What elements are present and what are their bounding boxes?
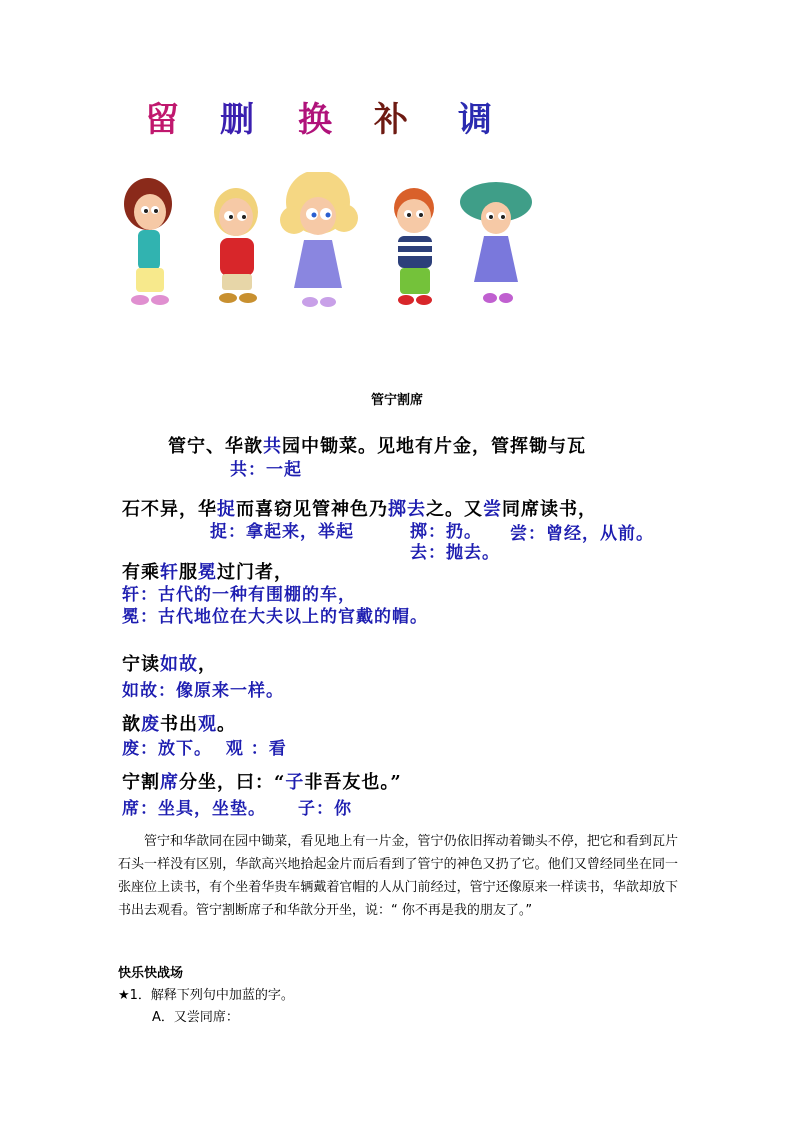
- text-segment: 有乘: [122, 562, 160, 583]
- highlight-word: 子: [285, 772, 305, 793]
- cartoon-children-illustration: [118, 172, 548, 312]
- kid-girl-blonde-curls: [280, 172, 358, 307]
- note-mian: 冕：古代地位在大夫以上的官戴的帽。: [122, 607, 428, 627]
- note-zhi: 掷：扔。: [410, 522, 482, 542]
- text-segment: 而喜窃见管神色乃: [236, 499, 388, 520]
- header-char-liu: 留: [145, 100, 179, 140]
- note-xi: 席：坐具，坐垫。: [122, 799, 266, 819]
- highlight-word: 掷去: [388, 499, 426, 520]
- text-segment: 同席读书，: [502, 499, 597, 520]
- highlight-word: 席: [160, 772, 179, 793]
- highlight-word: 轩: [160, 562, 179, 583]
- highlight-word: 观: [198, 714, 217, 735]
- kid-boy-red-shirt: [214, 188, 258, 303]
- kid-girl-green-hair: [460, 182, 532, 303]
- text-line-4: [122, 650, 217, 676]
- highlight-word: 尝: [483, 499, 502, 520]
- header-char-tiao: 调: [458, 100, 492, 140]
- text-segment: 管宁、华歆: [168, 436, 263, 457]
- text-segment: 园中锄菜。见地有片金，管挥锄与瓦: [282, 436, 586, 457]
- note-fei-guan: 废：放下。 观 ：看: [122, 739, 287, 759]
- text-segment: 石不异，华: [122, 499, 217, 520]
- note-chang: 尝：曾经，从前。: [510, 524, 654, 544]
- text-segment: 宁读: [122, 654, 160, 675]
- kid-boy-striped-shirt: [394, 188, 434, 305]
- text-segment: 分坐，曰：“: [179, 772, 286, 793]
- text-segment: 书出: [160, 714, 198, 735]
- text-segment: 服: [179, 562, 198, 583]
- note-xuan: 轩：古代的一种有围棚的车，: [122, 585, 356, 605]
- exercise-question-1: ★1．解释下列句中加蓝的字。: [118, 988, 294, 1003]
- header-char-huan: 换: [298, 100, 332, 140]
- text-line-6: [122, 768, 402, 794]
- note-gong: 共：一起: [230, 460, 302, 480]
- note-qu: 去：抛去。: [410, 543, 500, 563]
- text-segment: 非吾友也。”: [304, 772, 402, 793]
- text-segment: ，: [198, 654, 217, 675]
- text-segment: 之。又: [426, 499, 483, 520]
- text-segment: 歆: [122, 714, 141, 735]
- header-char-shan: 删: [220, 100, 254, 140]
- exercise-heading: 快乐快战场: [118, 966, 184, 981]
- header-char-bu: 补: [374, 100, 408, 140]
- note-zhuo: 捉：拿起来，举起: [210, 522, 354, 542]
- text-line-2: [122, 495, 597, 521]
- note-zi: 子：你: [298, 799, 352, 819]
- kid-girl-brown-hair: [124, 178, 172, 305]
- page-title: 管宁割席: [370, 393, 423, 408]
- highlight-word: 冕: [198, 562, 217, 583]
- highlight-word: 废: [141, 714, 160, 735]
- exercise-item-a: A．又尝同席：: [152, 1010, 239, 1025]
- highlight-word: 如故: [160, 654, 198, 675]
- highlight-word: 共: [263, 436, 282, 457]
- text-line-5: [122, 710, 236, 736]
- translation-paragraph: 管宁和华歆同在园中锄菜，看见地上有一片金，管宁仍依旧挥动着锄头不停，把它和看到瓦片石头一样没有区别，华歆高兴地拾起金片而后看到了管宁的神色又扔了它。他们又曾经同坐在同一张座位上读书，有个坐着华贵车辆戴着官帽的人从门前经过，管宁还像原来一样读书，华歆却放下书出去观看。管宁割断席子和华歆分开坐，说：“ 你不再是我的朋友了。”: [118, 834, 678, 918]
- text-segment: 宁割: [122, 772, 160, 793]
- text-segment: 过门者，: [217, 562, 293, 583]
- note-rugu: 如故：像原来一样。: [122, 681, 284, 701]
- highlight-word: 捉: [217, 499, 236, 520]
- text-segment: 。: [217, 714, 236, 735]
